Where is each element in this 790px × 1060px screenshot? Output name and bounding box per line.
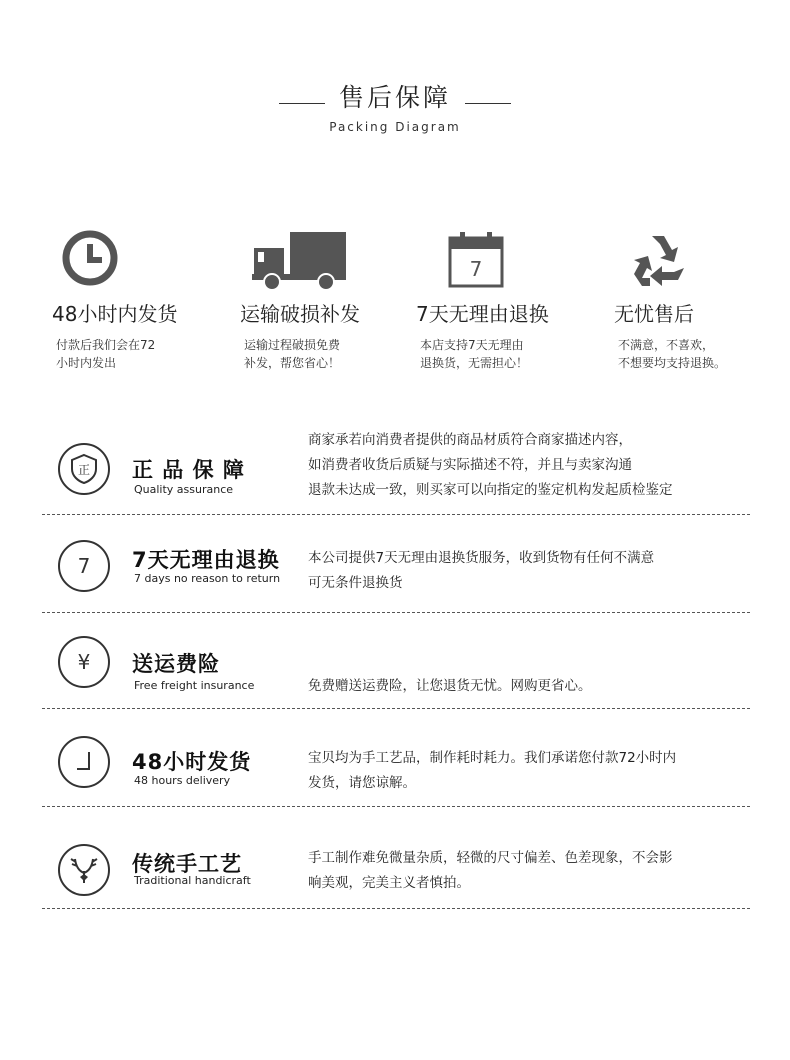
divider	[42, 708, 750, 709]
guarantee-quality	[42, 428, 750, 512]
page-subtitle: Packing Diagram	[329, 120, 461, 134]
guarantee-title: 送运费险	[132, 652, 220, 676]
guarantee-title: 传统手工艺	[132, 852, 242, 876]
feature-desc: 运输过程破损免费 补发，帮您省心！	[244, 338, 341, 370]
clock-hands-icon	[58, 736, 110, 788]
guarantee-title: 正 品 保 障	[132, 458, 245, 482]
title-row	[0, 78, 790, 114]
feature-desc: 付款后我们会在72 小时内发出	[56, 338, 156, 370]
guarantee-7day-return	[42, 530, 750, 610]
feature-name: 7天无理由退换	[416, 302, 549, 326]
antler-icon	[58, 844, 110, 896]
guarantee-desc: 免费赠送运费险，让您退货无忧。网购更省心。	[308, 678, 592, 694]
guarantee-desc: 手工制作难免微量杂质，轻微的尺寸偏差、色差现象，不会影 响美观，完美主义者慎拍。	[308, 850, 673, 891]
seven-icon: 7	[58, 540, 110, 592]
guarantee-handicraft	[42, 822, 750, 904]
yen-icon: ¥	[58, 636, 110, 688]
guarantee-subtitle: Free freight insurance	[134, 679, 255, 692]
guarantee-subtitle: Traditional handicraft	[134, 874, 251, 887]
guarantee-title: 7天无理由退换	[132, 548, 280, 572]
guarantee-desc: 商家承若向消费者提供的商品材质符合商家描述内容， 如消费者收货后质疑与实际描述不符，并且与卖家沟通 退款未达成一致，则买家可以向指定的鉴定机构发起质检鉴定	[308, 432, 673, 498]
divider	[42, 612, 750, 613]
title-line-right	[465, 103, 511, 104]
guarantee-title: 48小时发货	[132, 750, 252, 774]
shield-icon	[58, 443, 110, 495]
guarantee-subtitle: 48 hours delivery	[134, 774, 231, 787]
divider	[42, 908, 750, 909]
feature-name: 无忧售后	[614, 302, 694, 326]
guarantee-subtitle: Quality assurance	[134, 483, 234, 496]
feature-desc: 不满意，不喜欢， 不想要均支持退换。	[618, 338, 727, 370]
feature-desc: 本店支持7天无理由 退换货，无需担心！	[420, 338, 529, 370]
guarantee-48h-delivery	[42, 722, 750, 804]
feature-name: 运输破损补发	[240, 302, 360, 326]
truck-icon	[250, 230, 350, 292]
divider	[42, 806, 750, 807]
svg-text:7: 7	[469, 257, 483, 281]
svg-text:正: 正	[77, 463, 91, 477]
guarantee-subtitle: 7 days no reason to return	[134, 572, 281, 585]
title-line-left	[279, 103, 325, 104]
page-header	[0, 78, 790, 134]
features-row	[0, 230, 790, 380]
divider	[42, 514, 750, 515]
guarantee-freight-insurance	[42, 626, 750, 706]
page-title: 售后保障	[338, 83, 451, 112]
guarantee-desc: 宝贝均为手工艺品，制作耗时耗力。我们承诺您付款72小时内 发货，请您谅解。	[308, 750, 677, 791]
recycle-icon	[628, 230, 688, 292]
guarantee-desc: 本公司提供7天无理由退换货服务，收到货物有任何不满意 可无条件退换货	[308, 550, 655, 591]
clock-icon	[62, 230, 118, 292]
calendar-icon	[446, 230, 506, 292]
feature-name: 48小时内发货	[52, 302, 178, 326]
